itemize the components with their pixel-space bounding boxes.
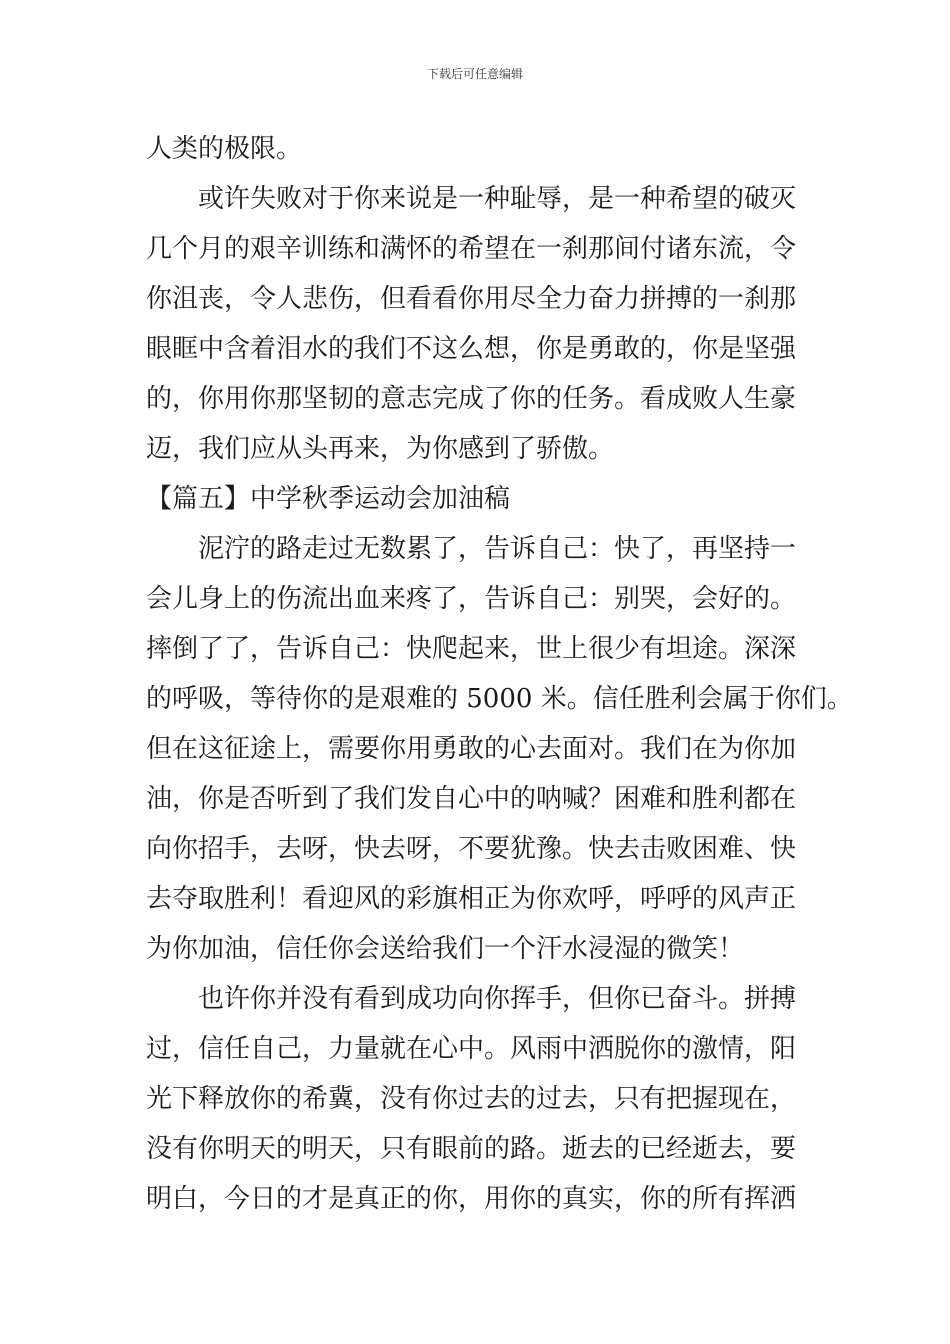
text-line: 为你加油，信任你会送给我们一个汗水浸湿的微笑！ (146, 934, 745, 964)
document-body (146, 124, 853, 1224)
page-header: 下载后可任意编辑 (426, 67, 523, 81)
text-line: 迈，我们应从头再来，为你感到了骄傲。 (146, 434, 615, 464)
text-line: 光下释放你的希冀，没有你过去的过去，只有把握现在， (146, 1084, 797, 1114)
text-line: 人类的极限。 (146, 134, 303, 164)
text-line: 或许失败对于你来说是一种耻辱，是一种希望的破灭 (198, 184, 797, 214)
text-line: 【篇五】中学秋季运动会加油稿 (146, 484, 511, 514)
text-line: 会儿身上的伤流出血来疼了，告诉自己：别哭，会好的。 (146, 584, 797, 614)
text-line: 过，信任自己，力量就在心中。风雨中洒脱你的激情，阳 (146, 1034, 797, 1064)
text-line: 泥泞的路走过无数累了，告诉自己：快了，再坚持一 (198, 534, 797, 564)
text-line: 去夺取胜利！看迎风的彩旗相正为你欢呼，呼呼的风声正 (146, 884, 797, 914)
text-line: 但在这征途上，需要你用勇敢的心去面对。我们在为你加 (146, 734, 797, 764)
text-line: 明白，今日的才是真正的你，用你的真实，你的所有挥洒 (146, 1184, 797, 1214)
text-line: 没有你明天的明天，只有眼前的路。逝去的已经逝去，要 (146, 1134, 797, 1164)
text-line: 眼眶中含着泪水的我们不这么想，你是勇敢的，你是坚强 (146, 334, 797, 364)
text-line: 几个月的艰辛训练和满怀的希望在一刹那间付诸东流，令 (146, 234, 797, 264)
text-line: 的呼吸，等待你的是艰难的 5000 米。信任胜利会属于你们。 (146, 684, 853, 714)
text-line: 向你招手，去呀，快去呀，不要犹豫。快去击败困难、快 (146, 834, 797, 864)
text-line: 你沮丧，令人悲伤，但看看你用尽全力奋力拼搏的一刹那 (146, 284, 797, 314)
text-line: 油，你是否听到了我们发自心中的呐喊？困难和胜利都在 (146, 784, 797, 814)
text-line: 的，你用你那坚韧的意志完成了你的任务。看成败人生豪 (146, 384, 797, 414)
text-line: 摔倒了了，告诉自己：快爬起来，世上很少有坦途。深深 (146, 634, 797, 664)
text-line: 也许你并没有看到成功向你挥手，但你已奋斗。拼搏 (198, 984, 797, 1014)
